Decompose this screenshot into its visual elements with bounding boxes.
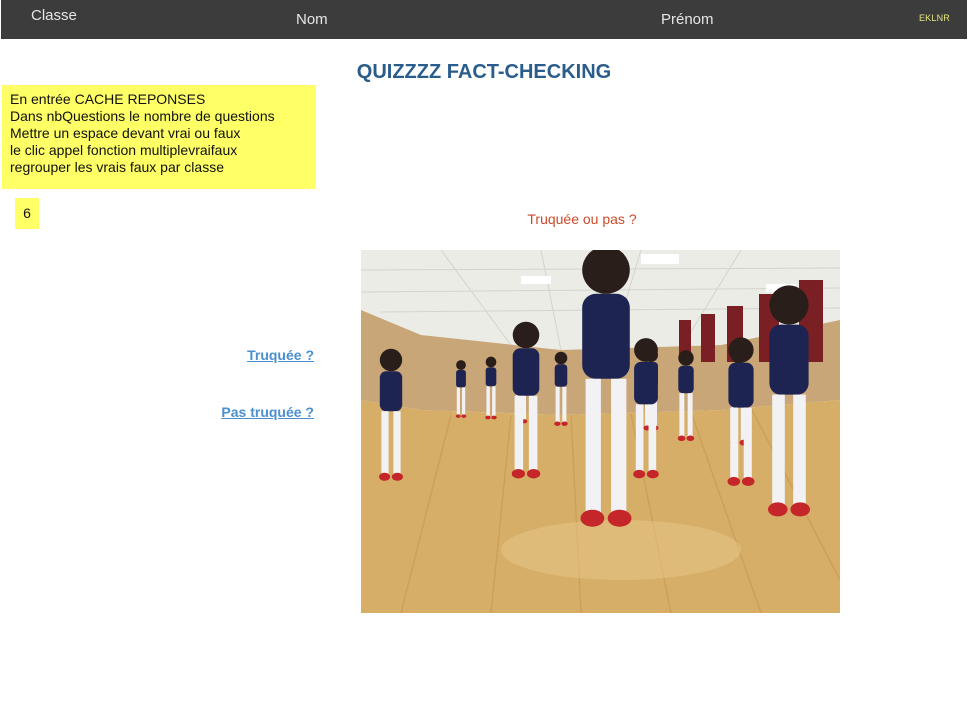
instruction-line: Mettre un espace devant vrai ou faux (10, 125, 241, 141)
dancers-photo-icon (361, 250, 840, 613)
question-count: 6 (15, 198, 39, 229)
floor-reflection (501, 520, 741, 580)
page-title: QUIZZZZ FACT-CHECKING (356, 61, 612, 83)
classe-field-label[interactable]: Classe (31, 7, 77, 24)
prenom-field-label[interactable]: Prénom (661, 11, 714, 28)
instruction-line: regrouper les vrais faux par classe (10, 159, 224, 175)
answer-truquee-link[interactable]: Truquée ? (247, 347, 314, 363)
instruction-line: le clic appel fonction multiplevraifaux (10, 142, 238, 158)
ceiling-light (641, 254, 679, 264)
nom-field-label[interactable]: Nom (296, 11, 328, 28)
session-code: EKLNR (918, 13, 950, 23)
instruction-line: En entrée CACHE REPONSES (10, 91, 206, 107)
instructions-note (2, 85, 316, 189)
top-bar (1, 0, 967, 39)
instruction-line: Dans nbQuestions le nombre de questions (10, 108, 275, 124)
ceiling-light (521, 276, 551, 284)
answer-pas-truquee-link[interactable]: Pas truquée ? (221, 404, 314, 420)
quiz-photo (361, 250, 840, 613)
question-text: Truquée ou pas ? (527, 211, 637, 227)
